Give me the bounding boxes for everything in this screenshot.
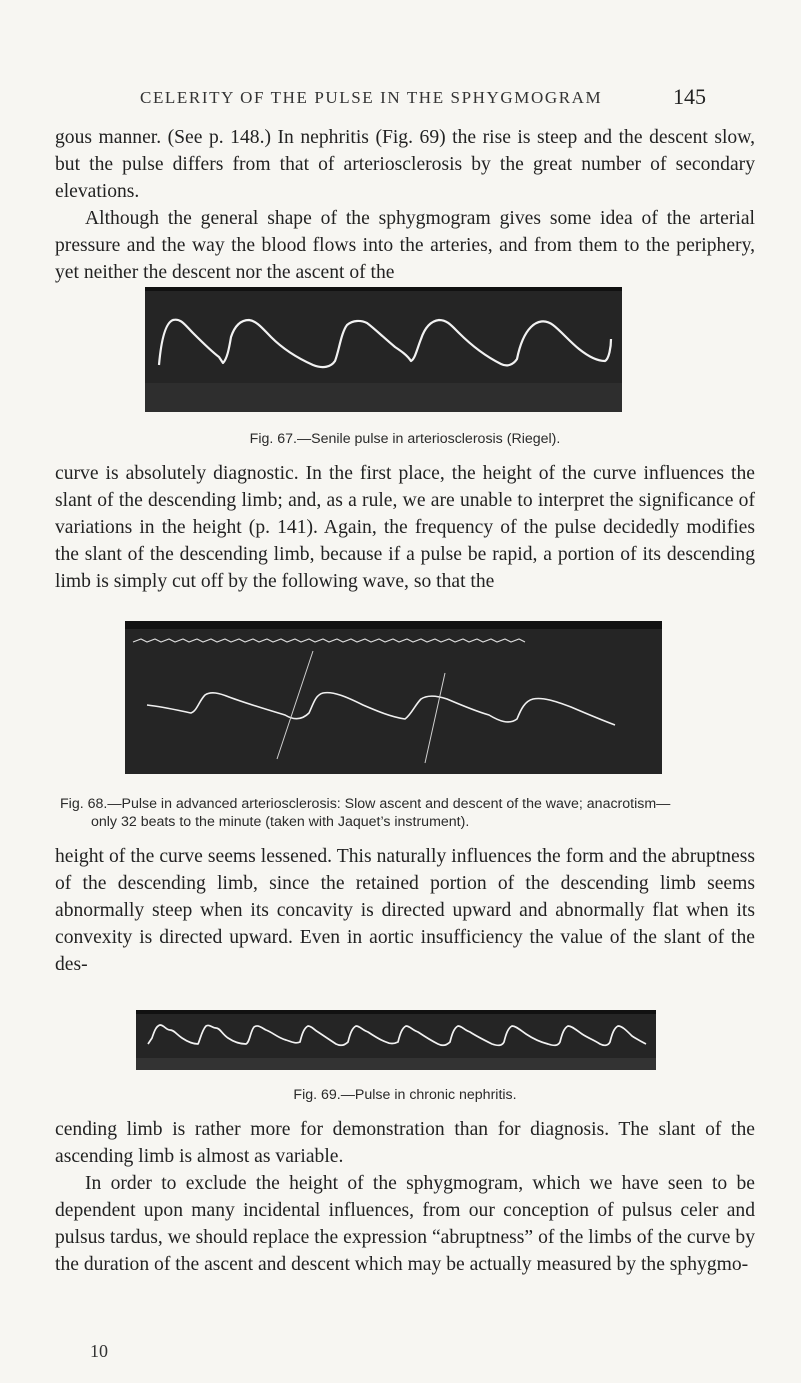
- signature-mark: 10: [90, 1341, 108, 1361]
- figure-69-sphygmogram: [136, 1010, 656, 1070]
- figure-68-caption: [60, 795, 750, 831]
- paragraph-2: Although the general shape of the sphygmogram gives some idea of the arterial pressure and the way the blood flows into the arteries, and from them to the periphery, yet neither the descent nor the ascent of the: [55, 208, 755, 283]
- figure-68-caption-line-2: only 32 beats to the minute (taken with Jaquet’s instrument).: [91, 814, 470, 830]
- figure-69-caption: Fig. 69.—Pulse in chronic nephritis.: [293, 1087, 517, 1103]
- paragraph-6: In order to exclude the height of the sphygmogram, which we have seen to be dependent upon many incidental influences, from our conception of pulsus celer and pulsus tardus, we should replace the expression “abruptness” of the limbs of the curve by the duration of the ascent and descent which may be actually measured by the sphygmo-: [55, 1173, 755, 1275]
- figure-67-caption: Fig. 67.—Senile pulse in arteriosclerosis (Riegel).: [249, 431, 561, 447]
- paragraph-5: cending limb is rather more for demonstration than for diagnosis. The slant of the ascending limb is almost as variable.: [55, 1119, 755, 1167]
- fig67-trace: [145, 287, 622, 412]
- fig69-trace: [136, 1010, 656, 1070]
- running-head: CELERITY OF THE PULSE IN THE SPHYGMOGRAM: [140, 88, 603, 107]
- figure-68-sphygmogram: [125, 621, 662, 774]
- page-number: 145: [673, 84, 706, 109]
- figure-68-caption-line-1: Fig. 68.—Pulse in advanced arteriosclerosis: Slow ascent and descent of the wave; anacrotism—: [60, 796, 671, 812]
- paragraph-4: height of the curve seems lessened. This naturally influences the form and the abruptness of the descending limb, since the retained portion of the descending limb seems abnormally steep when its concavity is directed upward and abnormally flat when its convexity is directed upward. Even in aortic insufficiency the value of the slant of the des-: [55, 846, 755, 975]
- paragraph-1: gous manner. (See p. 148.) In nephritis (Fig. 69) the rise is steep and the descent slow, but the pulse differs from that of arteriosclerosis by the great number of secondary elevations.: [55, 127, 755, 202]
- figure-67-sphygmogram: [145, 287, 622, 412]
- fig68-trace: [125, 621, 662, 774]
- paragraph-3: curve is absolutely diagnostic. In the first place, the height of the curve influences the slant of the descending limb; and, as a rule, we are unable to interpret the significance of variations in the height (p. 141). Again, the frequency of the pulse decidedly modifies the slant of the descending limb, because if a pulse be rapid, a portion of its descending limb is simply cut off by the following wave, so that the: [55, 463, 755, 592]
